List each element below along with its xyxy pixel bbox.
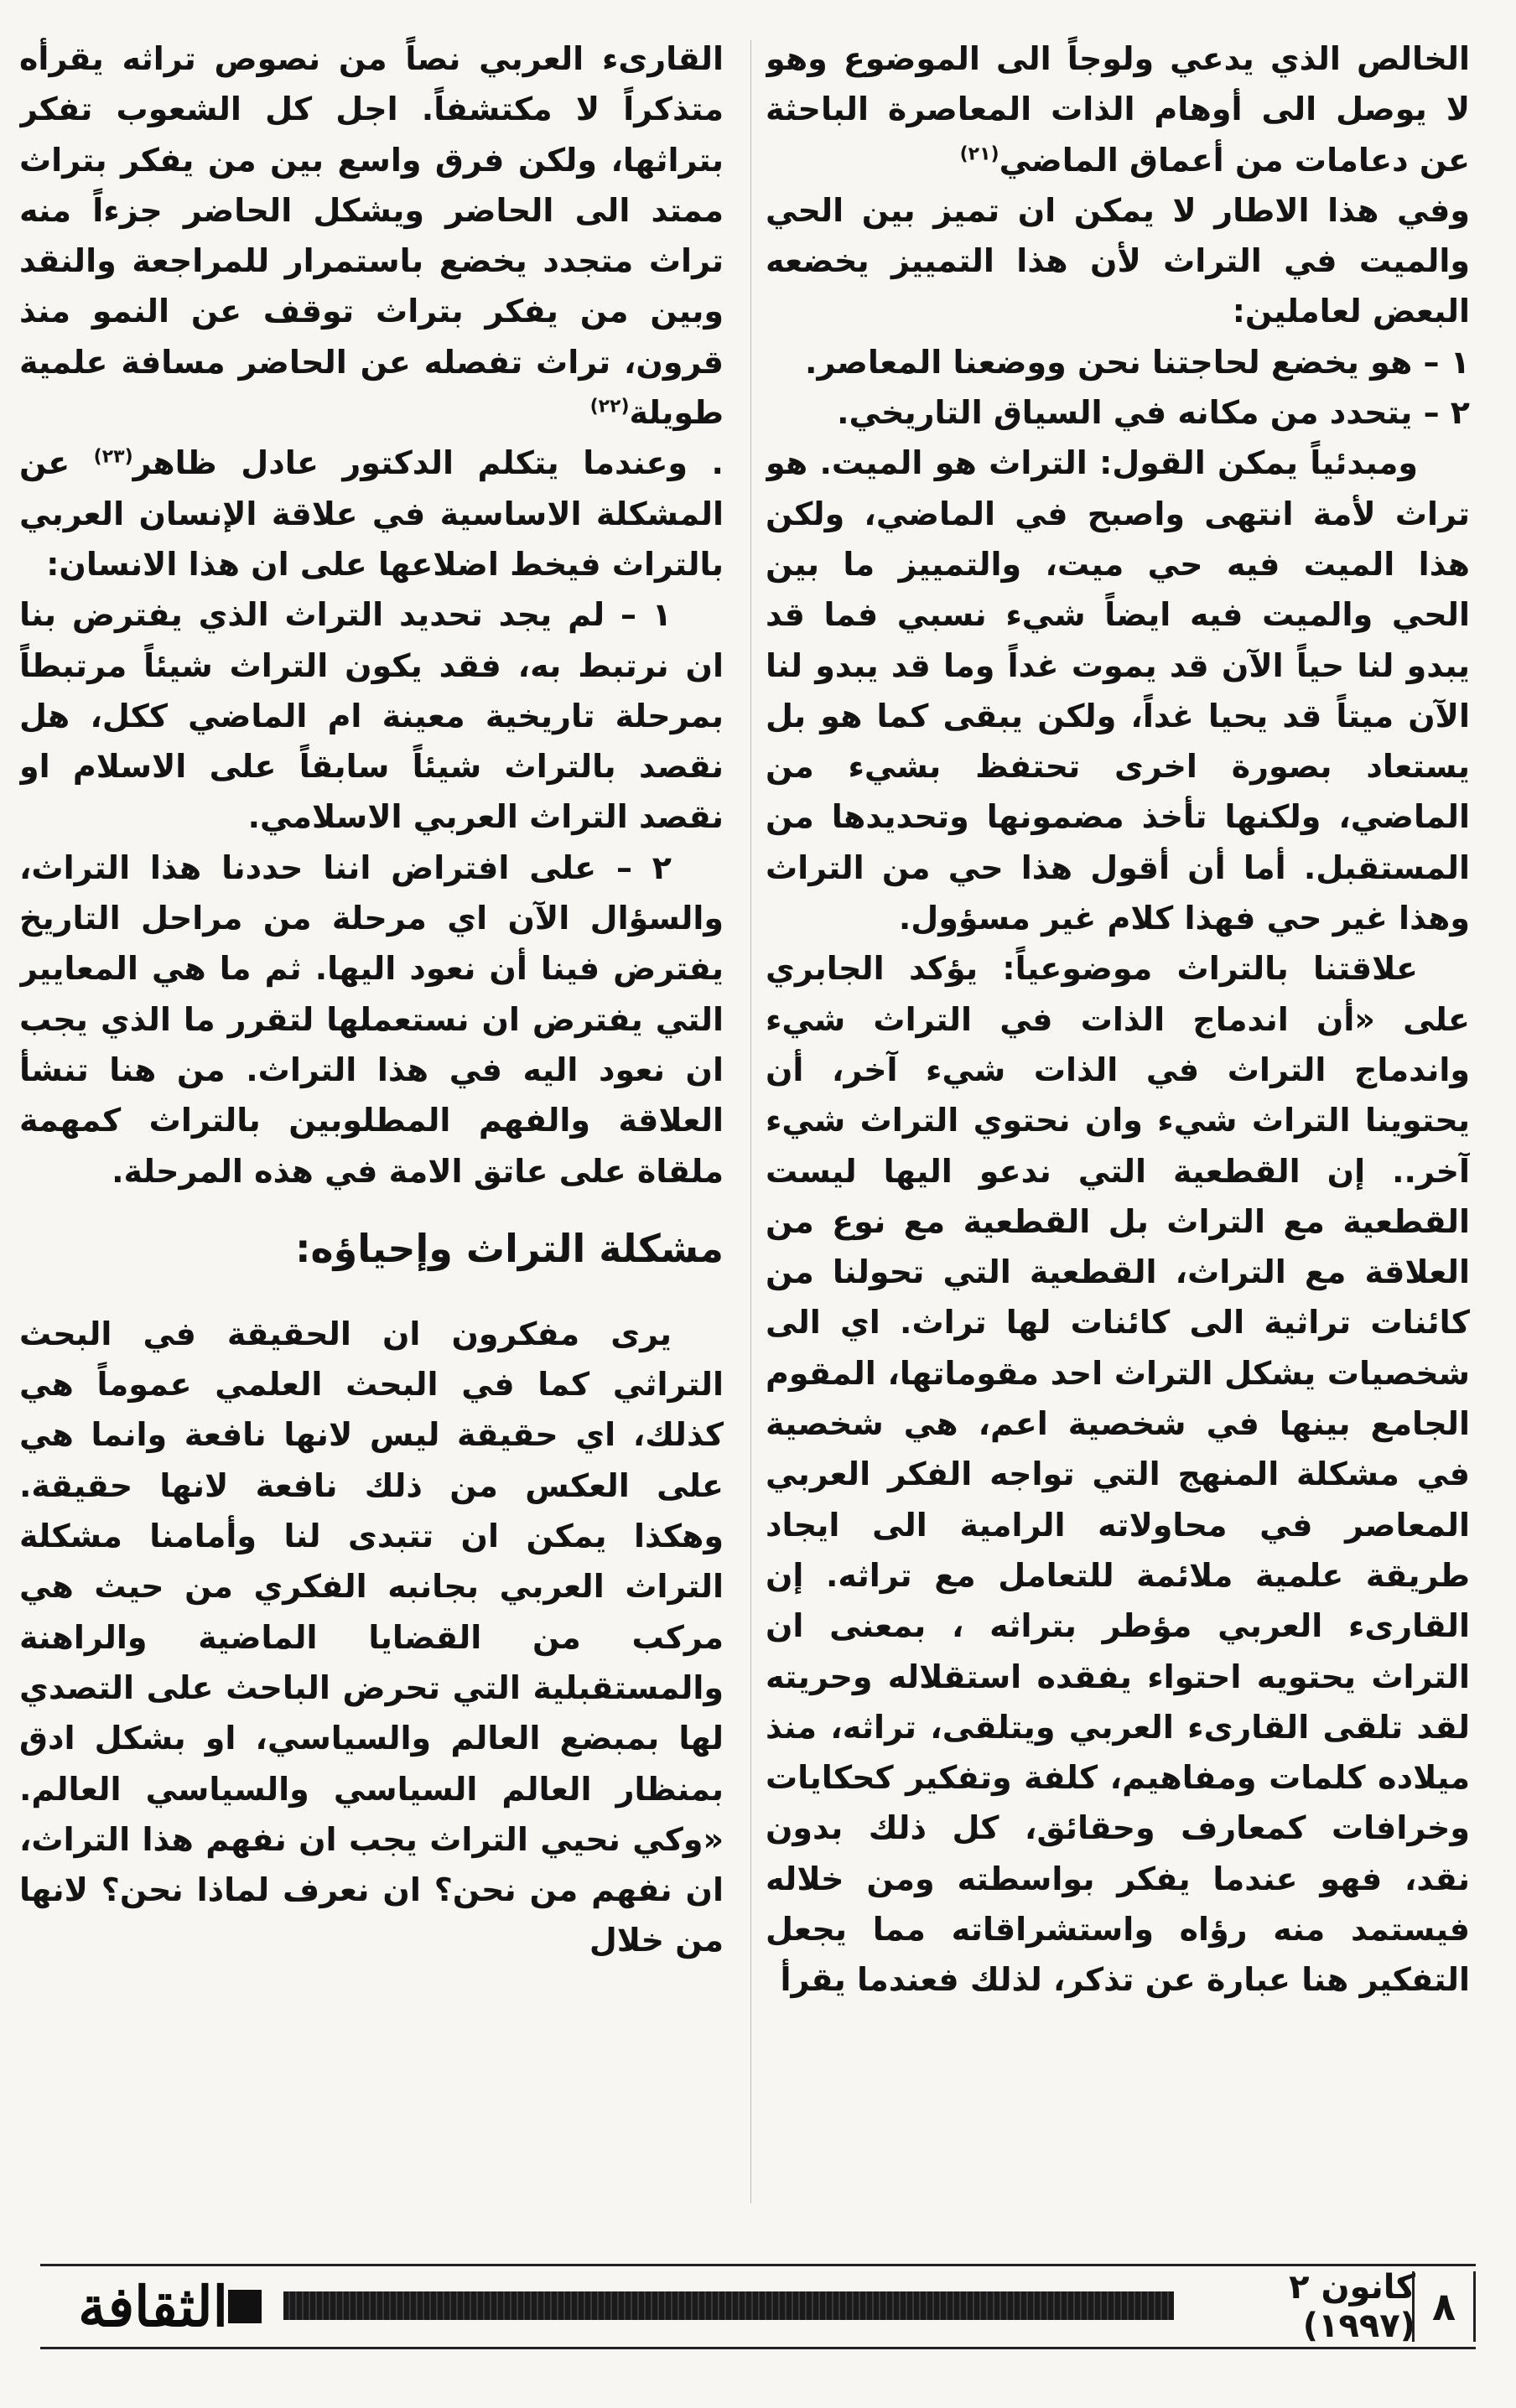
paragraph-l3: ١ – لم يجد تحديد التراث الذي يفترض بنا ان نرتبط به، فقد يكون التراث شيئاً مرتبطاً بمرحلة تاريخية معينة ام الماضي ككل، هل نقصد بالتراث شيئاً سابقاً على الاسلام او نقصد التراث العربي الاسلامي.: [19, 596, 724, 836]
logo-block-mark: [228, 2290, 262, 2323]
text-column-left: [19, 34, 724, 2213]
footnote-ref: (٢١): [959, 143, 999, 164]
footnote-ref: (٢٢): [589, 396, 630, 418]
paragraph-l1: القارىء العربي نصاً من نصوص تراثه يقرأه متذكراً لا مكتشفاً. اجل كل الشعوب تفكر بتراثها، ولكن فرق واسع بين من يفكر بتراث ممتد الى الحاضر ويشكل الحاضر جزءاً منه تراث متجدد يخضع باستمرار للمراجعة والنقد وبين من يفكر بتراث توقف عن النمو منذ قرون، تراث تفصله عن الحاضر مسافة علمية طويلة$^{(٢٢)}$: [19, 40, 724, 432]
paragraph-r3: ١ – هو يخضع لحاجتنا نحن ووضعنا المعاصر.: [805, 343, 1470, 381]
page-footer: [40, 2264, 1476, 2349]
paragraph-r2: وفي هذا الاطار لا يمكن ان تميز بين الحي والميت في التراث لأن هذا التمييز يخضعه البعض لعاملين:: [766, 191, 1470, 330]
column-divider: [750, 40, 751, 2203]
paragraph-r1: الخالص الذي يدعي ولوجاً الى الموضوع وهو لا يوصل الى أوهام الذات المعاصرة الباحثة عن دعامات من أعماق الماضي$^{(٢١)}$: [766, 40, 1470, 179]
paragraph-r6: علاقتنا بالتراث موضوعياً: يؤكد الجابري على «أن اندماج الذات في التراث شيء واندماج التراث في الذات شيء آخر، أن يحتوينا التراث شيء وان نحتوي التراث شيء آخر.. إن القطعية التي ندعو اليها ليست القطعية مع التراث بل القطعية مع نوع من العلاقة مع التراث، القطعية التي تحولنا من كائنات تراثية الى كائنات لها تراث. اي الى شخصيات يشكل التراث احد مقوماتها، المقوم الجامع بينها في شخصية اعم، هي شخصية في مشكلة المنهج التي تواجه الفكر العربي المعاصر في محاولاته الرامية الى ايجاد طريقة علمية ملائمة للتعامل مع تراثه. إن القارىء العربي مؤطر بتراثه ، بمعنى ان التراث يحتويه احتواء يفقده استقلاله وحريته لقد تلقى القارىء العربي ويتلقى، تراثه، منذ ميلاده كلمات ومفاهيم، كلفة وتفكير كحكايات وخرافات كمعارف وحقائق، كل ذلك بدون نقد، فهو عندما يفكر بواسطته ومن خلاله فيستمد منه رؤاه واستشراقاته مما يجعل التفكير هنا عبارة عن تذكر، لذلك فعندما يقرأ: [766, 950, 1470, 1999]
paragraph-l2: . وعندما يتكلم الدكتور عادل ظاهر$^{(٢٣)}$ عن المشكلة الاساسية في علاقة الإنسان العربي بالتراث فيخط اضلاعها على ان هذا الانسان:: [19, 444, 724, 583]
paragraph-l5: يرى مفكرون ان الحقيقة في البحث التراثي كما في البحث العلمي عموماً هي كذلك، اي حقيقة ليس لانها نافعة وانما هي على العكس من ذلك نافعة لانها حقيقة. وهكذا يمكن ان تتبدى لنا وأمامنا مشكلة التراث العربي بجانبه الفكري من حيث هي مركب من القضايا الماضية والراهنة والمستقبلية التي تحرض الباحث على التصدي لها بمبضع العالم والسياسي، او بشكل ادق بمنظار العالم السياسي والسياسي العالم. «وكي نحيي التراث يجب ان نفهم هذا التراث، ان نفهم من نحن؟ ان نعرف لماذا نحن؟ لانها من خلال: [19, 1315, 724, 1959]
paragraph-l4: ٢ – على افتراض اننا حددنا هذا التراث، والسؤال الآن اي مرحلة من مراحل التاريخ يفترض فينا أن نعود اليها. ثم ما هي المعايير التي يفترض ان نستعملها لتقرر ما الذي يجب ان نعود اليه في هذا التراث. من هنا تنشأ العلاقة والفهم المطلوبين بالتراث كمهمة ملقاة على عاتق الامة في هذه المرحلة.: [19, 849, 724, 1190]
issue-date: كانون ٢ (١٩٩٧): [1289, 2268, 1415, 2345]
paragraph-r4: ٢ – يتحدد من مكانه في السياق التاريخي.: [837, 394, 1470, 432]
magazine-logo: [50, 2271, 268, 2342]
text-column-right: [766, 34, 1470, 2213]
logo-text: الثقافة: [78, 2274, 228, 2339]
section-heading: مشكلة التراث وإحياؤه:: [295, 1225, 724, 1271]
paragraph-r5: ومبدئياً يمكن القول: التراث هو الميت. هو تراث لأمة انتهى واصبح في الماضي، ولكن هذا الميت فيه حي ميت، والتمييز ما بين الحي والميت فيه ايضاً شيء نسبي فما قد يبدو لنا حياً الآن قد يموت غداً وما قد يبدو لنا الآن ميتاً قد يحيا غداً، ولكن يبقى كما هو بل يستعاد بصورة اخرى تحتفظ بشيء من الماضي، ولكنها تأخذ مضمونها وتحديدها من المستقبل. أما أن أقول هذا حي من التراث وهذا غير حي فهذا كلام غير مسؤول.: [766, 444, 1470, 937]
footnote-ref: (٢٣): [93, 446, 133, 468]
footer-decorative-bar: [283, 2291, 1174, 2320]
page-number: ٨: [1412, 2271, 1476, 2342]
